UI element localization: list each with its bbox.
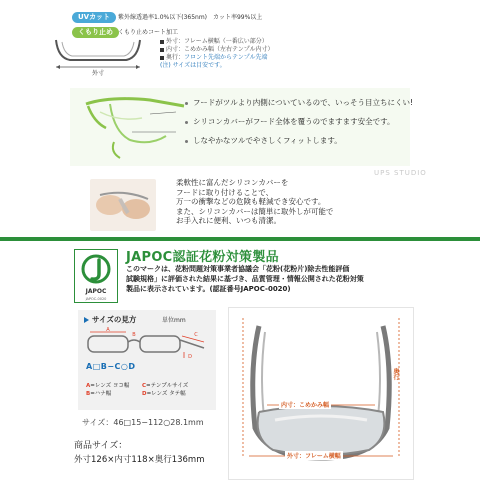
anti-fog-badge: くもり止め: [72, 27, 119, 38]
front-view-photo: [228, 307, 414, 480]
side-view-section: [0, 88, 480, 168]
svg-text:D: D: [188, 354, 192, 360]
size-formula: A□B−C○D: [86, 362, 136, 371]
legend-d: D=レンズ タテ幅: [142, 391, 186, 397]
spec-section: [0, 0, 480, 82]
size-guide-diagram: [84, 326, 210, 360]
anti-fog-description: くもり止めコート加工: [118, 29, 179, 36]
svg-text:A: A: [106, 327, 110, 333]
japoc-logo-number: JAPOC-0020: [85, 297, 107, 301]
feature-bullet-hood: フードがツルより内側についているので、いっそう目立ちにくい!: [185, 98, 413, 108]
japoc-certification-section: [0, 237, 480, 307]
dim-line-inner: 内寸：こめかみ幅（左右テンプル内寸）: [160, 46, 273, 54]
size-guide-title: サイズの見方: [84, 314, 136, 325]
triangle-marker-icon: [84, 317, 89, 323]
legend-a: A=レンズ ヨコ幅: [86, 383, 130, 389]
size-section: [0, 307, 480, 480]
feature-bullet-temple: しなやかなツルでやさしくフィットします。: [185, 136, 342, 146]
japoc-title: JAPOC認証花粉対策製品: [126, 250, 279, 265]
outer-dim-label: 外寸: [91, 70, 105, 76]
japoc-logo-label: JAPOC: [85, 288, 107, 295]
silicone-cover-section: [0, 175, 480, 237]
dim-line-outer: 外寸：フレーム横幅（一番広い部分）: [160, 38, 268, 46]
watermark: UPS STUDIO: [374, 169, 427, 177]
legend-c: C=テンプルサイズ: [142, 383, 189, 389]
svg-text:B: B: [132, 332, 136, 338]
depth-label: 奥行: [392, 368, 399, 380]
size-guide-panel: [78, 310, 216, 410]
size-value: サイズ：46□15−112○28.1mm: [82, 418, 204, 427]
japoc-description: このマークは、花粉問題対策事業者協議会「花粉(花粉片)除去性能評価 試験規格」に評価された結果に基づき、品質管理・情報公開された花粉対策 製品に表示されています。(認証番号JAPOC-0020): [126, 265, 364, 293]
top-view-diagram: [48, 36, 148, 76]
size-unit-label: 単位mm: [162, 317, 186, 324]
product-size-value: 外寸126×内寸118×奥行136mm: [74, 455, 205, 465]
inner-width-label: 内寸：こめかみ幅: [281, 402, 330, 409]
feature-bullet-silicone: シリコンカバーがフード全体を覆うのでますます安全です。: [185, 117, 395, 127]
outer-width-label: 外寸：フレーム横幅: [287, 453, 341, 460]
legend-b: B=ハナ幅: [86, 391, 112, 397]
japoc-divider: [0, 237, 480, 241]
silicone-cover-photo: [90, 179, 156, 231]
japoc-logo: [74, 249, 118, 303]
uv-cut-badge: UVカット: [72, 12, 116, 23]
dim-note: (注) サイズは目安です。: [160, 62, 226, 69]
product-size-label: 商品サイズ：: [74, 441, 128, 451]
svg-text:C: C: [194, 332, 198, 338]
side-view-glasses-image: [80, 92, 190, 162]
silicone-cover-text: 柔軟性に富んだシリコンカバーを フードに取り付けることで、 万一の衝撃などの危険も軽減でき安心です。 また、シリコンカバーは簡単に取外しが可能で お手入れに便利、いつも清潔。: [176, 178, 334, 225]
dim-line-depth: 奥行：フロント先端からテンプル先端: [160, 54, 267, 62]
uv-cut-description: 紫外線透過率1.0%以下(365nm) カット率99%以上: [118, 14, 263, 21]
